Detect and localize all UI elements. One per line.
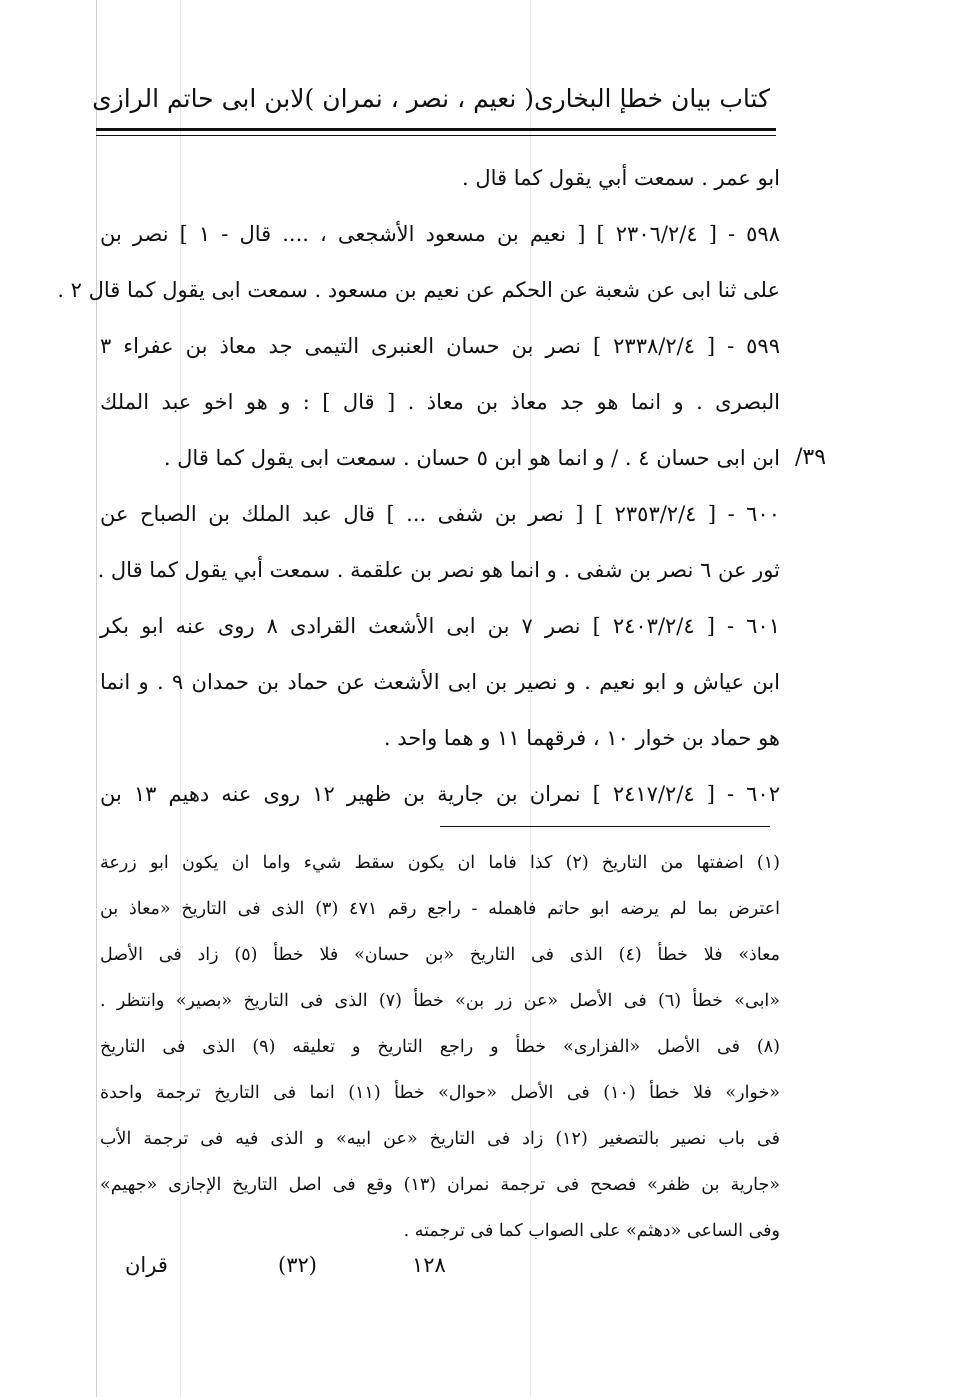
scan-artifact-line bbox=[96, 0, 97, 1397]
text-line: ٦٠٢ - [ ٢٤١٧/٢/٤ ] نمران بن جارية بن ظهير ١٢ روى عنه دهيم ١٣ بن bbox=[100, 782, 780, 806]
footnote-line: (٨) فى الأصل «الفزارى» خطأ و راجع التاريخ و تعليقه (٩) الذى فى التاريخ bbox=[100, 1037, 780, 1057]
text-line: ابن ابى حسان ٤ . / و انما هو ابن ٥ حسان . سمعت ابى يقول كما قال . bbox=[163, 446, 780, 470]
header-rule-thick bbox=[96, 128, 776, 131]
text-line: ٦٠٠ - [ ٢٣٥٣/٢/٤ ] [ نصر بن شفى ... ] قال عبد الملك بن الصباح عن bbox=[100, 502, 780, 526]
footnote-line: (١) اضفتها من التاريخ (٢) كذا فاما ان يكون سقط شيء واما ان يكون ابو زرعة bbox=[100, 853, 780, 873]
text-line: البصرى . و انما هو جد معاذ بن معاذ . [ قال ] : و هو اخو عبد الملك bbox=[100, 390, 780, 414]
text-line: ابو عمر . سمعت أبي يقول كما قال . bbox=[461, 166, 780, 190]
header-title: كتاب بيان خطإ البخارى bbox=[534, 83, 770, 113]
footnote-line: اعترض بما لم يرضه ابو حاتم فاهمله - راجع رقم ٤٧١ (٣) الذى فى التاريخ «معاذ بن bbox=[100, 899, 781, 919]
footnote-line: «خوار» فلا خطأ (١٠) فى الأصل «حوال» خطأ (١١) انما فى التاريخ ترجمة واحدة bbox=[100, 1083, 781, 1103]
margin-folio-note: ٣٩/ bbox=[795, 445, 827, 470]
footnote-line: «جارية بن ظفر» فصحح فى ترجمة نمران (١٣) وقع فى اصل التاريخ الإجازى «جهيم» bbox=[100, 1175, 780, 1195]
text-line: ٥٩٨ - [ ٢٣٠٦/٢/٤ ] [ نعيم بن مسعود الأشجعى ، .... قال - ١ ] نصر بن bbox=[100, 222, 780, 246]
text-line: ثور عن ٦ نصر بن شفى . و انما هو نصر بن علقمة . سمعت أبي يقول كما قال . bbox=[97, 558, 780, 582]
main-text bbox=[57, 150, 780, 822]
footnote-line: معاذ» فلا خطأ (٤) الذى فى التاريخ «بن حسان» فلا خطأ (٥) زاد فى الأصل bbox=[100, 945, 780, 965]
footer-label: قران bbox=[125, 1253, 168, 1277]
header-rule-thin bbox=[96, 135, 776, 136]
text-line: هو حماد بن خوار ١٠ ، فرقهما ١١ و هما واحد . bbox=[383, 726, 780, 750]
page-number: ١٢٨ bbox=[412, 1253, 446, 1277]
text-line: ٦٠١ - [ ٢٤٠٣/٢/٤ ] نصر ٧ بن ابى الأشعث القرادى ٨ روى عنه ابو بكر bbox=[100, 614, 780, 638]
header-author: لابن ابى حاتم الرازى bbox=[92, 83, 305, 113]
text-line: على ثنا ابى عن شعبة عن الحكم عن نعيم بن مسعود . سمعت ابى يقول كما قال ٢ . bbox=[57, 278, 780, 302]
header-names: ( نعيم ، نصر ، نمران ) bbox=[304, 83, 534, 113]
volume-number: (٣٢) bbox=[278, 1253, 317, 1277]
footnote-separator bbox=[440, 826, 770, 827]
footnote-line: «ابى» خطأ (٦) فى الأصل «عن زر بن» خطأ (٧) الذى فى التاريخ «بصير» وانتظر . bbox=[100, 991, 781, 1011]
footnotes bbox=[100, 840, 780, 1254]
running-header bbox=[92, 72, 770, 124]
footnote-line: فى باب نصير بالتصغير (١٢) زاد فى التاريخ «عن ابيه» و الذى فيه فى ترجمة الأب bbox=[100, 1129, 780, 1149]
text-line: ٥٩٩ - [ ٢٣٣٨/٢/٤ ] نصر بن حسان العنبرى التيمى جد معاذ بن عفراء ٣ bbox=[100, 334, 780, 358]
footnote-line: وفى الساعى «دهثم» على الصواب كما فى ترجمته . bbox=[403, 1221, 780, 1241]
text-line: ابن عياش و ابو نعيم . و نصير بن ابى الأشعث عن حماد بن حمدان ٩ . و انما bbox=[100, 670, 780, 694]
